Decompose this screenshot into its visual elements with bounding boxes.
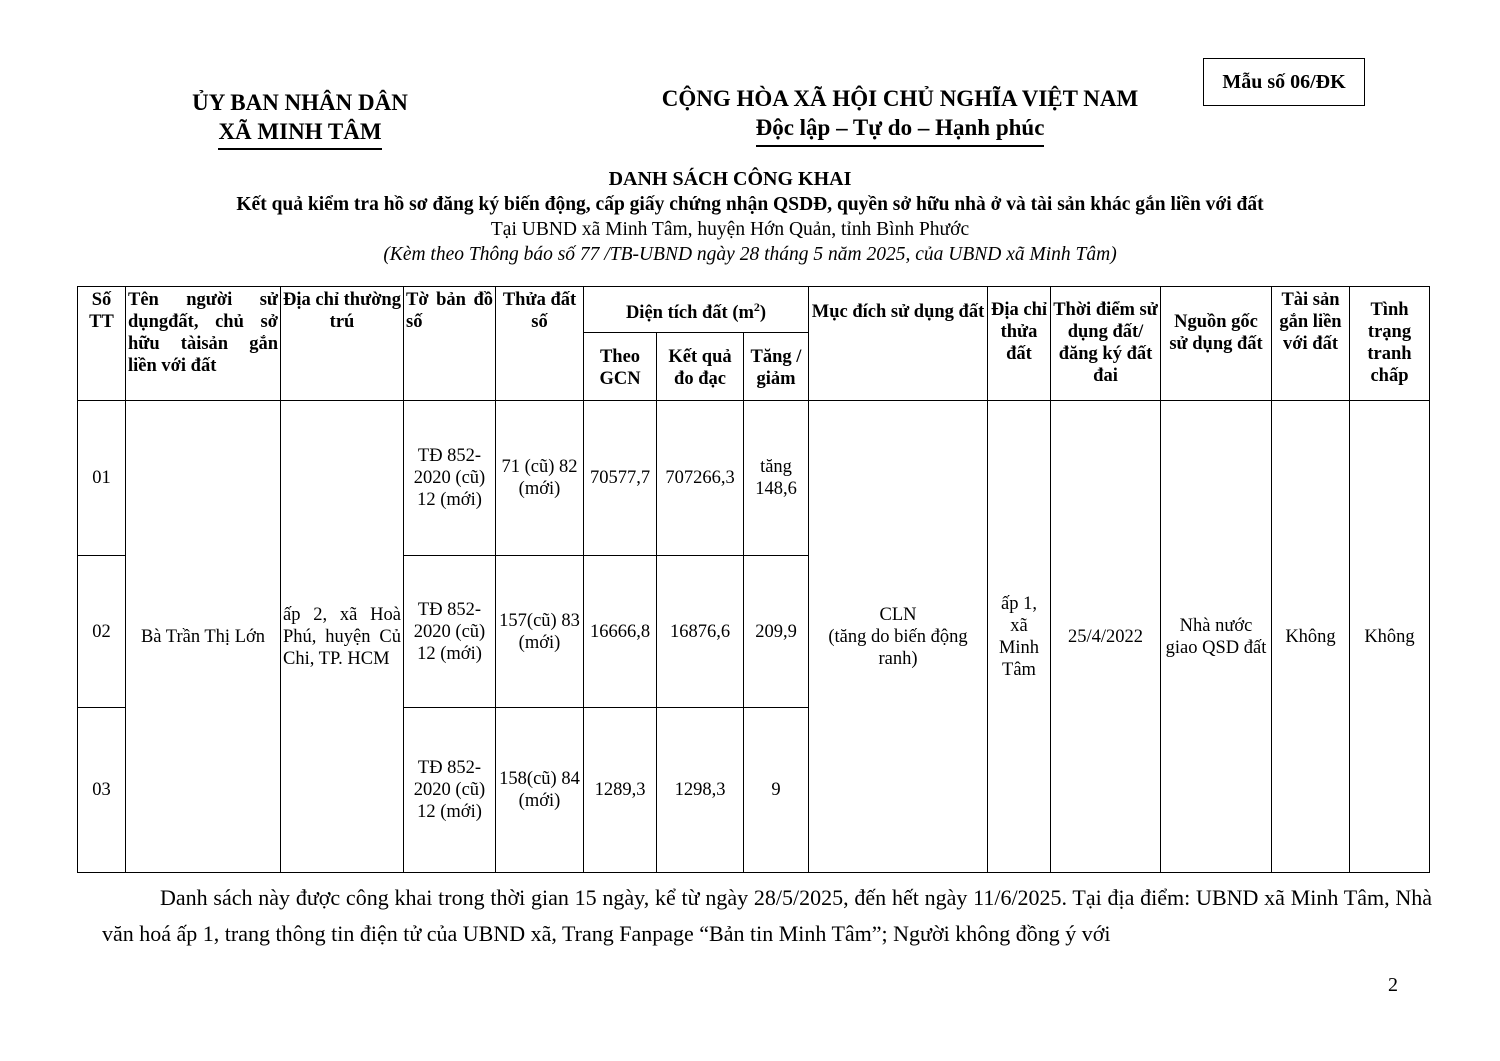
document-title: DANH SÁCH CÔNG KHAI <box>608 168 852 190</box>
row-area-change: 209,9 <box>744 556 809 708</box>
area-group-sup: 2 <box>753 300 760 315</box>
header-address: Địa chỉ thường trú <box>281 287 404 401</box>
row-map-sheet: TĐ 852-2020 (cũ) 12 (mới) <box>404 401 496 556</box>
header-area-gcn: Theo GCN <box>584 333 657 401</box>
issuing-authority <box>140 88 460 150</box>
row-stt: 02 <box>78 556 126 708</box>
nation-motto: Độc lập – Tự do – Hạnh phúc <box>756 113 1045 147</box>
row-stt: 03 <box>78 708 126 873</box>
header-time: Thời điểm sử dụng đất/đăng ký đất đai <box>1051 287 1161 401</box>
owner-name: Bà Trần Thị Lớn <box>126 401 281 873</box>
authority-line2: XÃ MINH TÂM <box>218 117 381 150</box>
authority-line1: ỦY BAN NHÂN DÂN <box>192 90 408 115</box>
page-number: 2 <box>1388 974 1398 996</box>
header-parcel-address: Địa chỉ thửa đất <box>988 287 1051 401</box>
row-area-change: tăng 148,6 <box>744 401 809 556</box>
header-area-change: Tăng / giảm <box>744 333 809 401</box>
row-stt: 01 <box>78 401 126 556</box>
table-row <box>78 401 1430 556</box>
nation-name: CỘNG HÒA XÃ HỘI CHỦ NGHĨA VIỆT NAM <box>661 86 1139 111</box>
header-origin: Nguồn gốc sử dụng đất <box>1161 287 1272 401</box>
header-map-sheet: Tờ bản đồ số <box>404 287 496 401</box>
row-area-survey: 1298,3 <box>657 708 744 873</box>
document-location: Tại UBND xã Minh Tâm, huyện Hớn Quản, tỉnh Bình Phước <box>490 219 970 240</box>
header-stt: Số TT <box>78 287 126 401</box>
header-area-survey: Kết quả đo đạc <box>657 333 744 401</box>
publication-notice: Danh sách này được công khai trong thời gian 15 ngày, kể từ ngày 28/5/2025, đến hết ngày 11/6/2025. Tại địa điểm: UBND xã Minh Tâm, Nhà văn hoá ấp 1, trang thông tin điện tử của UBND xã, Trang Fanpage “Bản tin Minh Tâm”; Người không đồng ý với <box>102 885 1432 946</box>
header-parcel: Thửa đất số <box>496 287 584 401</box>
form-code-box <box>1203 58 1365 106</box>
attachment-note: (Kèm theo Thông báo số 77 /TB-UBND ngày 28 tháng 5 năm 2025, của UBND xã Minh Tâm) <box>383 244 1117 265</box>
area-group-suffix: ) <box>759 303 767 324</box>
registration-time: 25/4/2022 <box>1051 401 1161 873</box>
form-code: Mẫu số 06/ĐK <box>1222 70 1346 93</box>
dispute-status: Không <box>1350 401 1430 873</box>
row-parcel: 157(cũ) 83 (mới) <box>496 556 584 708</box>
land-registration-table <box>77 286 1430 873</box>
row-area-survey: 16876,6 <box>657 556 744 708</box>
national-header <box>600 84 1200 147</box>
row-area-gcn: 70577,7 <box>584 401 657 556</box>
row-area-change: 9 <box>744 708 809 873</box>
attached-assets: Không <box>1272 401 1350 873</box>
row-area-gcn: 16666,8 <box>584 556 657 708</box>
row-parcel: 71 (cũ) 82 (mới) <box>496 401 584 556</box>
area-group-prefix: Diện tích đất (m <box>625 303 754 324</box>
row-area-survey: 707266,3 <box>657 401 744 556</box>
row-map-sheet: TĐ 852-2020 (cũ) 12 (mới) <box>404 708 496 873</box>
parcel-address: ấp 1, xã Minh Tâm <box>988 401 1051 873</box>
header-area-group <box>584 287 809 333</box>
header-purpose: Mục đích sử dụng đất <box>809 287 988 401</box>
header-owner: Tên người sử dụngđất, chủ sở hữu tàisản gắn liền với đất <box>126 287 281 401</box>
land-origin: Nhà nước giao QSD đất <box>1161 401 1272 873</box>
owner-address: ấp 2, xã Hoà Phú, huyện Củ Chi, TP. HCM <box>281 401 404 873</box>
document-subtitle: Kết quả kiểm tra hồ sơ đăng ký biến động, cấp giấy chứng nhận QSDĐ, quyền sở hữu nhà ở và tài sản khác gắn liền với đất <box>236 194 1264 215</box>
row-map-sheet: TĐ 852-2020 (cũ) 12 (mới) <box>404 556 496 708</box>
header-dispute: Tình trạng tranh chấp <box>1350 287 1430 401</box>
row-area-gcn: 1289,3 <box>584 708 657 873</box>
header-attached-assets: Tài sản gắn liền với đất <box>1272 287 1350 401</box>
land-purpose: CLN (tăng do biến động ranh) <box>809 401 988 873</box>
row-parcel: 158(cũ) 84 (mới) <box>496 708 584 873</box>
